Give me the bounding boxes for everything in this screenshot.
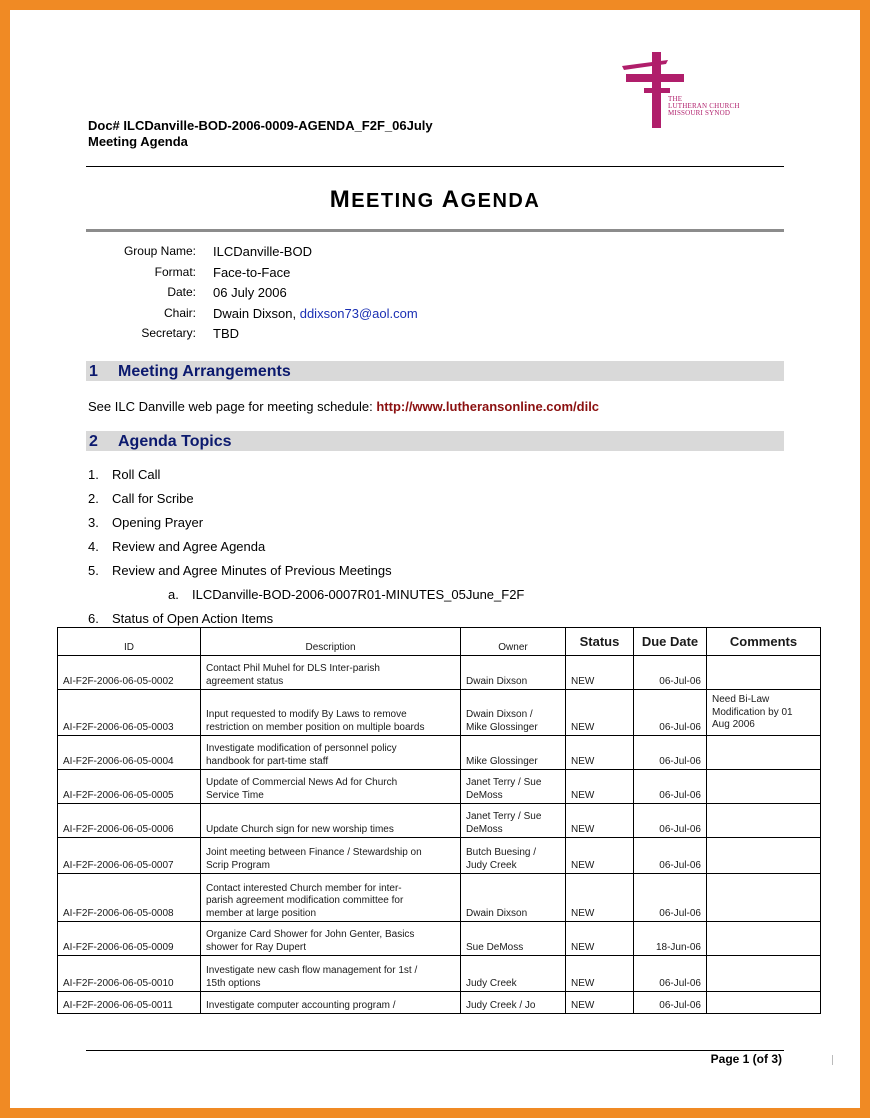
section-heading-agenda: 2 Agenda Topics	[86, 431, 784, 451]
page-title: MEETING AGENDA	[329, 186, 541, 213]
cell-status: NEW	[566, 736, 634, 770]
table-row	[58, 656, 821, 690]
cell-status: NEW	[566, 992, 634, 1014]
document-id: Doc# ILCDanville-BOD-2006-0009-AGENDA_F2F_06July	[88, 118, 433, 133]
cell-id: AI-F2F-2006-06-05-0004	[58, 736, 201, 770]
cell-id: AI-F2F-2006-06-05-0010	[58, 956, 201, 992]
cell-owner: Janet Terry / Sue DeMoss	[461, 770, 566, 804]
cell-description: Joint meeting between Finance / Stewardship on Scrip Program	[201, 838, 461, 874]
cell-owner: Judy Creek	[461, 956, 566, 992]
table-row	[58, 838, 821, 874]
table-row	[58, 690, 821, 736]
column-header-owner: Owner	[461, 628, 566, 656]
title-divider	[86, 229, 784, 232]
column-header-comments: Comments	[707, 628, 821, 656]
cell-description: Contact Phil Muhel for DLS Inter-parish agreement status	[201, 656, 461, 690]
cell-due-date: 06-Jul-06	[634, 956, 707, 992]
page-number: Page 1 (of 3)	[710, 1052, 782, 1066]
cell-due-date: 06-Jul-06	[634, 838, 707, 874]
table-row	[58, 736, 821, 770]
cell-id: AI-F2F-2006-06-05-0007	[58, 838, 201, 874]
document-header	[88, 118, 433, 150]
cell-comments	[707, 770, 821, 804]
cell-comments	[707, 956, 821, 992]
cell-description: Investigate modification of personnel policy handbook for part-time staff	[201, 736, 461, 770]
cell-owner: Mike Glossinger	[461, 736, 566, 770]
cell-id: AI-F2F-2006-06-05-0009	[58, 922, 201, 956]
cell-id: AI-F2F-2006-06-05-0002	[58, 656, 201, 690]
cell-comments	[707, 874, 821, 922]
cell-status: NEW	[566, 874, 634, 922]
cell-description: Update of Commercial News Ad for Church Service Time	[201, 770, 461, 804]
cell-description: Contact interested Church member for inter- parish agreement modification committee for member at large position	[201, 874, 461, 922]
footer-divider	[86, 1050, 784, 1051]
cell-description: Input requested to modify By Laws to remove restriction on member position on multiple boards	[201, 690, 461, 736]
document-subtitle: Meeting Agenda	[88, 134, 188, 149]
action-items-table	[57, 627, 821, 1014]
cell-due-date: 06-Jul-06	[634, 874, 707, 922]
cell-due-date: 18-Jun-06	[634, 922, 707, 956]
cell-status: NEW	[566, 956, 634, 992]
margin-mark	[832, 1055, 833, 1065]
cell-owner: Butch Buesing / Judy Creek	[461, 838, 566, 874]
cell-description: Investigate computer accounting program /	[201, 992, 461, 1014]
cell-owner: Judy Creek / Jo	[461, 992, 566, 1014]
table-row	[58, 992, 821, 1014]
cell-due-date: 06-Jul-06	[634, 656, 707, 690]
cell-id: AI-F2F-2006-06-05-0005	[58, 770, 201, 804]
table-header-row	[58, 628, 821, 656]
section-heading-arrangements: 1 Meeting Arrangements	[86, 361, 784, 381]
cell-id: AI-F2F-2006-06-05-0011	[58, 992, 201, 1014]
cell-description: Organize Card Shower for John Genter, Basics shower for Ray Dupert	[201, 922, 461, 956]
cell-status: NEW	[566, 838, 634, 874]
cell-status: NEW	[566, 770, 634, 804]
church-logo-text: THE LUTHERAN CHURCH MISSOURI SYNOD	[668, 95, 740, 117]
table-row	[58, 874, 821, 922]
table-row	[58, 770, 821, 804]
column-header-id: ID	[58, 628, 201, 656]
cell-description: Investigate new cash flow management for 1st / 15th options	[201, 956, 461, 992]
cell-comments	[707, 992, 821, 1014]
arrangements-text: See ILC Danville web page for meeting schedule: http://www.lutheransonline.com/dilc	[88, 399, 600, 414]
table-row	[58, 922, 821, 956]
cell-status: NEW	[566, 690, 634, 736]
cell-status: NEW	[566, 804, 634, 838]
cell-id: AI-F2F-2006-06-05-0008	[58, 874, 201, 922]
cell-due-date: 06-Jul-06	[634, 736, 707, 770]
schedule-link[interactable]: http://www.lutheransonline.com/dilc	[376, 399, 600, 414]
cell-id: AI-F2F-2006-06-05-0003	[58, 690, 201, 736]
column-header-due-date: Due Date	[634, 628, 707, 656]
cell-owner: Janet Terry / Sue DeMoss	[461, 804, 566, 838]
cell-comments	[707, 656, 821, 690]
cell-owner: Dwain Dixson	[461, 874, 566, 922]
cell-owner: Dwain Dixson	[461, 656, 566, 690]
cell-comments	[707, 838, 821, 874]
column-header-status: Status	[566, 628, 634, 656]
cell-description: Update Church sign for new worship times	[201, 804, 461, 838]
cell-owner: Dwain Dixson / Mike Glossinger	[461, 690, 566, 736]
cell-due-date: 06-Jul-06	[634, 770, 707, 804]
cell-comments: Need Bi-Law Modification by 01 Aug 2006	[707, 690, 821, 736]
column-header-description: Description	[201, 628, 461, 656]
cell-status: NEW	[566, 656, 634, 690]
cell-id: AI-F2F-2006-06-05-0006	[58, 804, 201, 838]
cell-owner: Sue DeMoss	[461, 922, 566, 956]
cell-due-date: 06-Jul-06	[634, 992, 707, 1014]
cell-due-date: 06-Jul-06	[634, 804, 707, 838]
church-cross-logo-icon	[622, 52, 752, 132]
table-row	[58, 956, 821, 992]
table-row	[58, 804, 821, 838]
cell-comments	[707, 922, 821, 956]
cell-status: NEW	[566, 922, 634, 956]
chair-email-link[interactable]: ddixson73@aol.com	[299, 305, 418, 321]
header-divider	[86, 166, 784, 167]
cell-due-date: 06-Jul-06	[634, 690, 707, 736]
cell-comments	[707, 736, 821, 770]
cell-comments	[707, 804, 821, 838]
